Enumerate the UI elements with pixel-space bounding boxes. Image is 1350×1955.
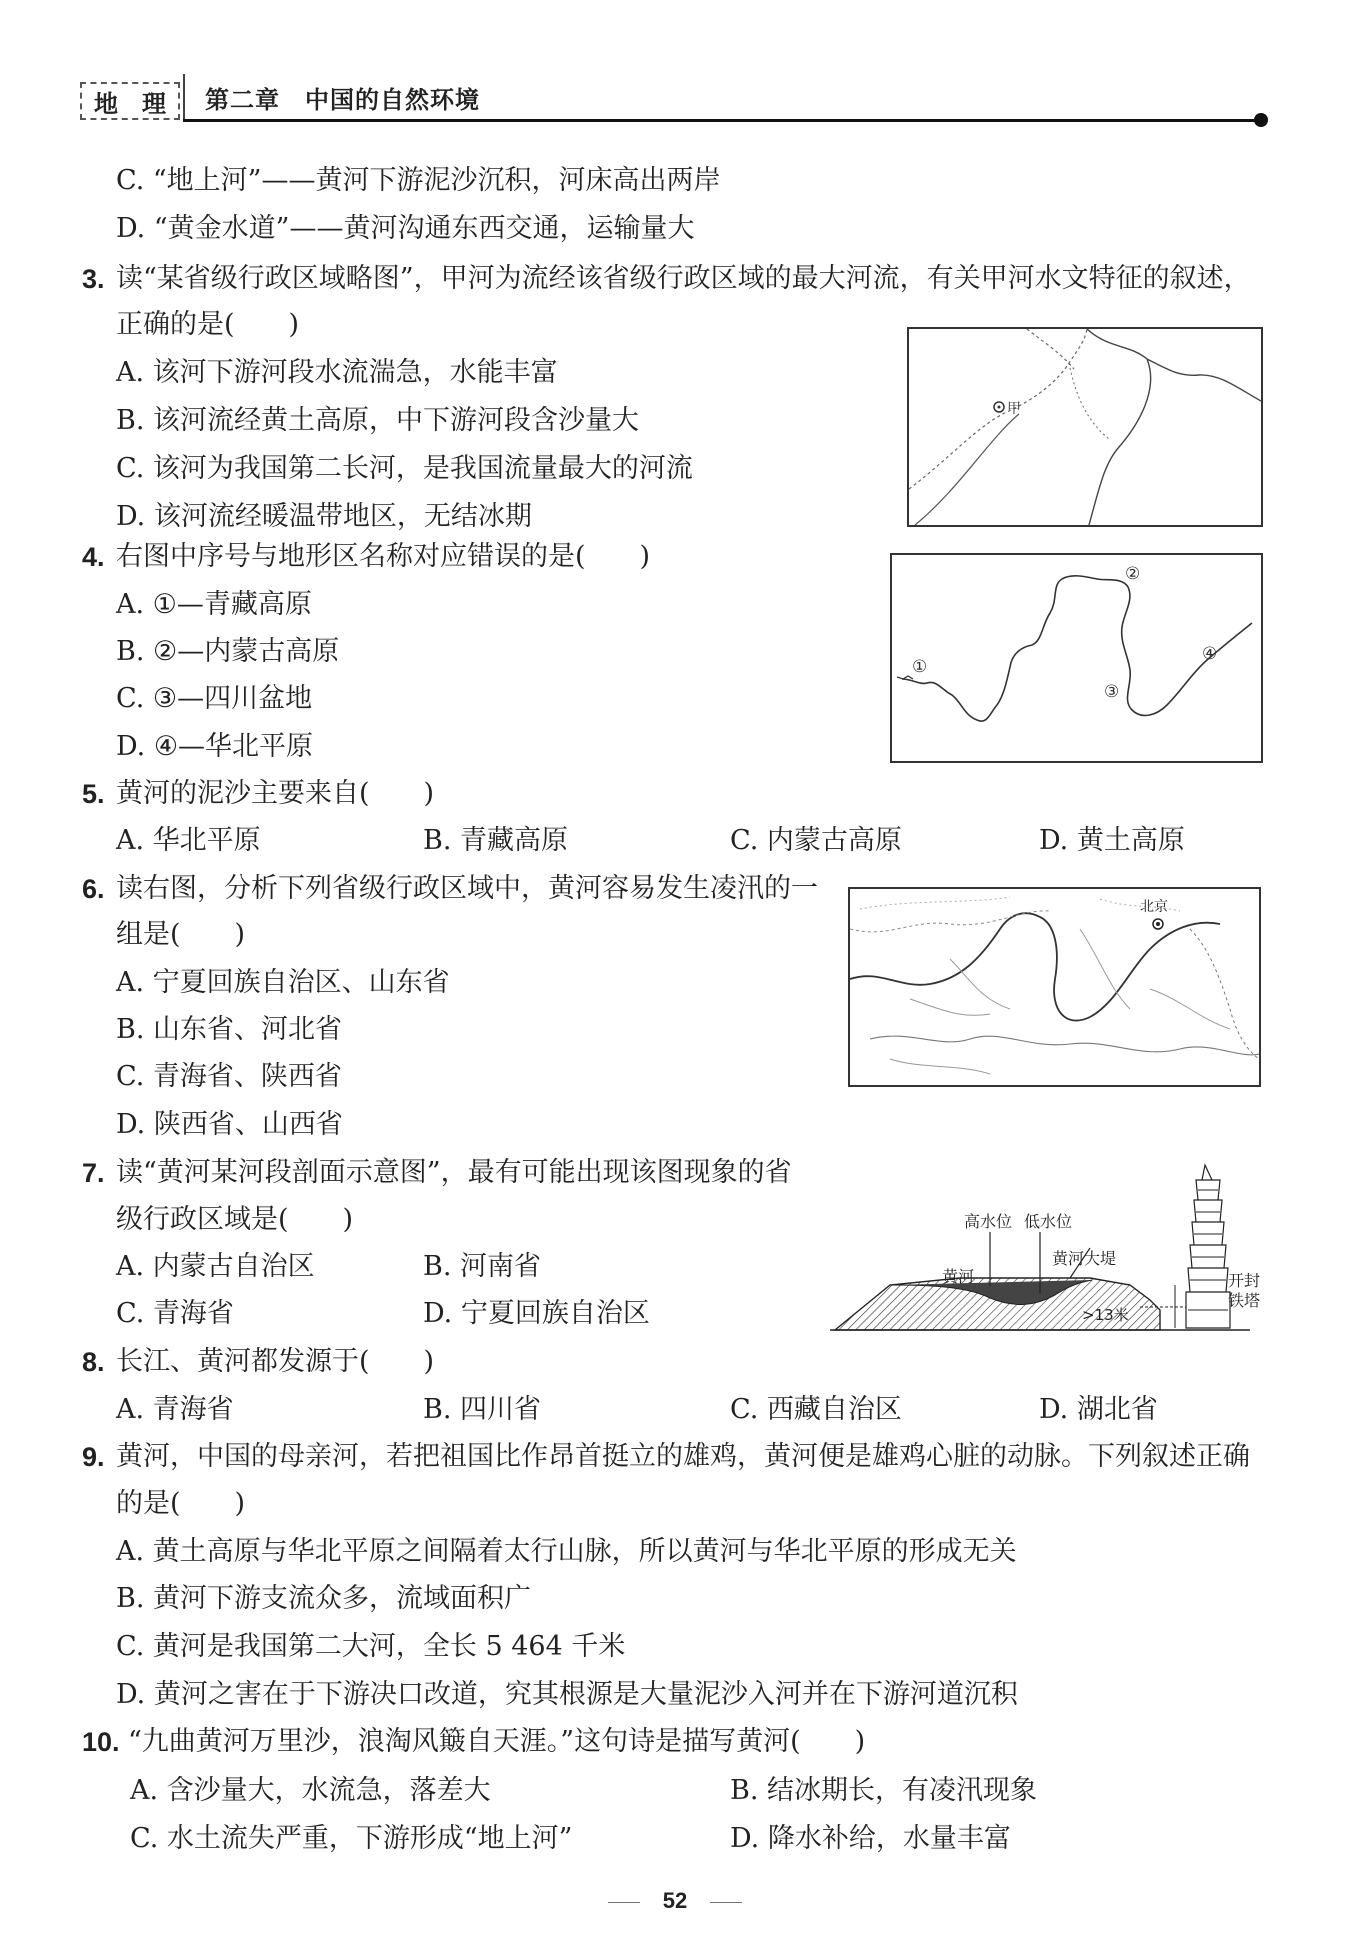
subject-char-2: 理 xyxy=(142,88,166,118)
q10-option-b: B. 结冰期长，有凌汛现象 xyxy=(730,1775,1038,1806)
q10-option-d: D. 降水补给，水量丰富 xyxy=(730,1823,1011,1854)
subject-badge xyxy=(80,82,180,120)
q3-number: 3. xyxy=(82,264,105,294)
q5-option-b: B. 青藏高原 xyxy=(423,825,569,856)
river-profile-figure xyxy=(830,1160,1260,1335)
q9-stem-2: 的是( ) xyxy=(116,1488,246,1519)
q10-option-a: A. 含沙量大，水流急，落差大 xyxy=(130,1775,491,1806)
jia-river-label: 甲 xyxy=(1007,401,1021,417)
footer-dash-right xyxy=(710,1902,742,1903)
q8-option-d: D. 湖北省 xyxy=(1039,1394,1158,1425)
q5-option-a: A. 华北平原 xyxy=(116,825,261,856)
province-map-figure xyxy=(907,327,1263,527)
yellow-river-course-figure xyxy=(890,553,1263,763)
header-rule-dot xyxy=(1254,113,1268,127)
q2-option-d: D. “黄金水道”——黄河沟通东西交通，运输量大 xyxy=(116,213,695,244)
q6-number: 6. xyxy=(82,874,105,904)
q6-stem-2: 组是( ) xyxy=(116,919,246,950)
tower-label-1: 开封 xyxy=(1228,1271,1260,1290)
subject-char-1: 地 xyxy=(94,88,118,118)
q4-option-a: A. ①—青藏高原 xyxy=(116,589,312,620)
q7-option-c: C. 青海省 xyxy=(116,1298,234,1329)
chapter-title: 第二章 中国的自然环境 xyxy=(205,85,480,114)
footer-dash-left xyxy=(608,1902,640,1903)
tower-label-2: 铁塔 xyxy=(1228,1291,1260,1310)
marker-2: ② xyxy=(1125,564,1141,584)
yellow-river-label: 黄河 xyxy=(942,1267,975,1286)
marker-3: ③ xyxy=(1104,682,1120,702)
q9-option-c: C. 黄河是我国第二大河，全长 5 464 千米 xyxy=(116,1631,626,1662)
q4-stem: 右图中序号与地形区名称对应错误的是( ) xyxy=(116,541,651,572)
marker-1: ① xyxy=(912,657,928,677)
q5-option-d: D. 黄土高原 xyxy=(1039,825,1185,856)
page-footer xyxy=(0,1888,1350,1914)
dike-label: 黄河大堤 xyxy=(1052,1249,1117,1268)
q9-option-a: A. 黄土高原与华北平原之间隔着太行山脉，所以黄河与华北平原的形成无关 xyxy=(116,1536,1017,1567)
q10-number: 10. xyxy=(82,1727,120,1757)
q8-option-a: A. 青海省 xyxy=(116,1394,234,1425)
q7-stem-2: 级行政区域是( ) xyxy=(116,1204,354,1235)
q3-option-a: A. 该河下游河段水流湍急，水能丰富 xyxy=(116,357,558,388)
q5-number: 5. xyxy=(82,779,105,809)
q4-number: 4. xyxy=(82,542,105,572)
marker-4: ④ xyxy=(1202,644,1218,664)
q7-option-d: D. 宁夏回族自治区 xyxy=(423,1298,650,1329)
q7-option-a: A. 内蒙古自治区 xyxy=(116,1251,315,1282)
q3-stem-2: 正确的是( ) xyxy=(116,309,300,340)
beijing-label: 北京 xyxy=(1140,899,1168,915)
q9-option-d: D. 黄河之害在于下游决口改道，究其根源是大量泥沙入河并在下游河道沉积 xyxy=(116,1679,1018,1710)
q8-option-b: B. 四川省 xyxy=(423,1394,542,1425)
q5-stem: 黄河的泥沙主要来自( ) xyxy=(116,778,435,809)
q3-option-d: D. 该河流经暖温带地区，无结冰期 xyxy=(116,501,532,532)
q6-option-d: D. 陕西省、山西省 xyxy=(116,1109,343,1140)
q5-option-c: C. 内蒙古高原 xyxy=(730,825,902,856)
q8-number: 8. xyxy=(82,1347,105,1377)
q6-option-c: C. 青海省、陕西省 xyxy=(116,1061,342,1092)
high-water-label: 高水位 xyxy=(964,1212,1013,1231)
q4-option-c: C. ③—四川盆地 xyxy=(116,683,313,714)
q9-stem-1: 黄河，中国的母亲河，若把祖国比作昂首挺立的雄鸡，黄河便是雄鸡心脏的动脉。下列叙述正确 xyxy=(116,1441,1250,1472)
q6-stem-1: 读右图，分析下列省级行政区域中，黄河容易发生凌汛的一 xyxy=(116,873,818,904)
q3-option-c: C. 该河为我国第二长河，是我国流量最大的河流 xyxy=(116,453,693,484)
q3-stem-1: 读“某省级行政区域略图”，甲河为流经该省级行政区域的最大河流，有关甲河水文特征的叙述， xyxy=(116,263,1251,294)
q4-option-d: D. ④—华北平原 xyxy=(116,731,314,762)
height-difference-label: >13米 xyxy=(1082,1306,1129,1324)
header-separator xyxy=(183,74,185,120)
low-water-label: 低水位 xyxy=(1024,1212,1073,1231)
q7-option-b: B. 河南省 xyxy=(423,1251,542,1282)
q10-option-c: C. 水土流失严重，下游形成“地上河” xyxy=(130,1823,573,1854)
q2-option-c: C. “地上河”——黄河下游泥沙沉积，河床高出两岸 xyxy=(116,165,721,196)
q9-number: 9. xyxy=(82,1442,105,1472)
page-number: 52 xyxy=(662,1888,688,1913)
q8-option-c: C. 西藏自治区 xyxy=(730,1394,902,1425)
yellow-river-basin-map xyxy=(848,887,1261,1087)
q7-number: 7. xyxy=(82,1158,105,1188)
q8-stem: 长江、黄河都发源于( ) xyxy=(116,1346,435,1377)
q4-option-b: B. ②—内蒙古高原 xyxy=(116,636,340,667)
q3-option-b: B. 该河流经黄土高原，中下游河段含沙量大 xyxy=(116,405,640,436)
q9-option-b: B. 黄河下游支流众多，流域面积广 xyxy=(116,1583,532,1614)
q6-option-b: B. 山东省、河北省 xyxy=(116,1014,343,1045)
header-rule xyxy=(183,119,1263,122)
q7-stem-1: 读“黄河某河段剖面示意图”，最有可能出现该图现象的省 xyxy=(116,1157,792,1188)
q6-option-a: A. 宁夏回族自治区、山东省 xyxy=(116,967,450,998)
q10-stem: “九曲黄河万里沙，浪淘风簸自天涯。”这句诗是描写黄河( ) xyxy=(128,1726,866,1757)
